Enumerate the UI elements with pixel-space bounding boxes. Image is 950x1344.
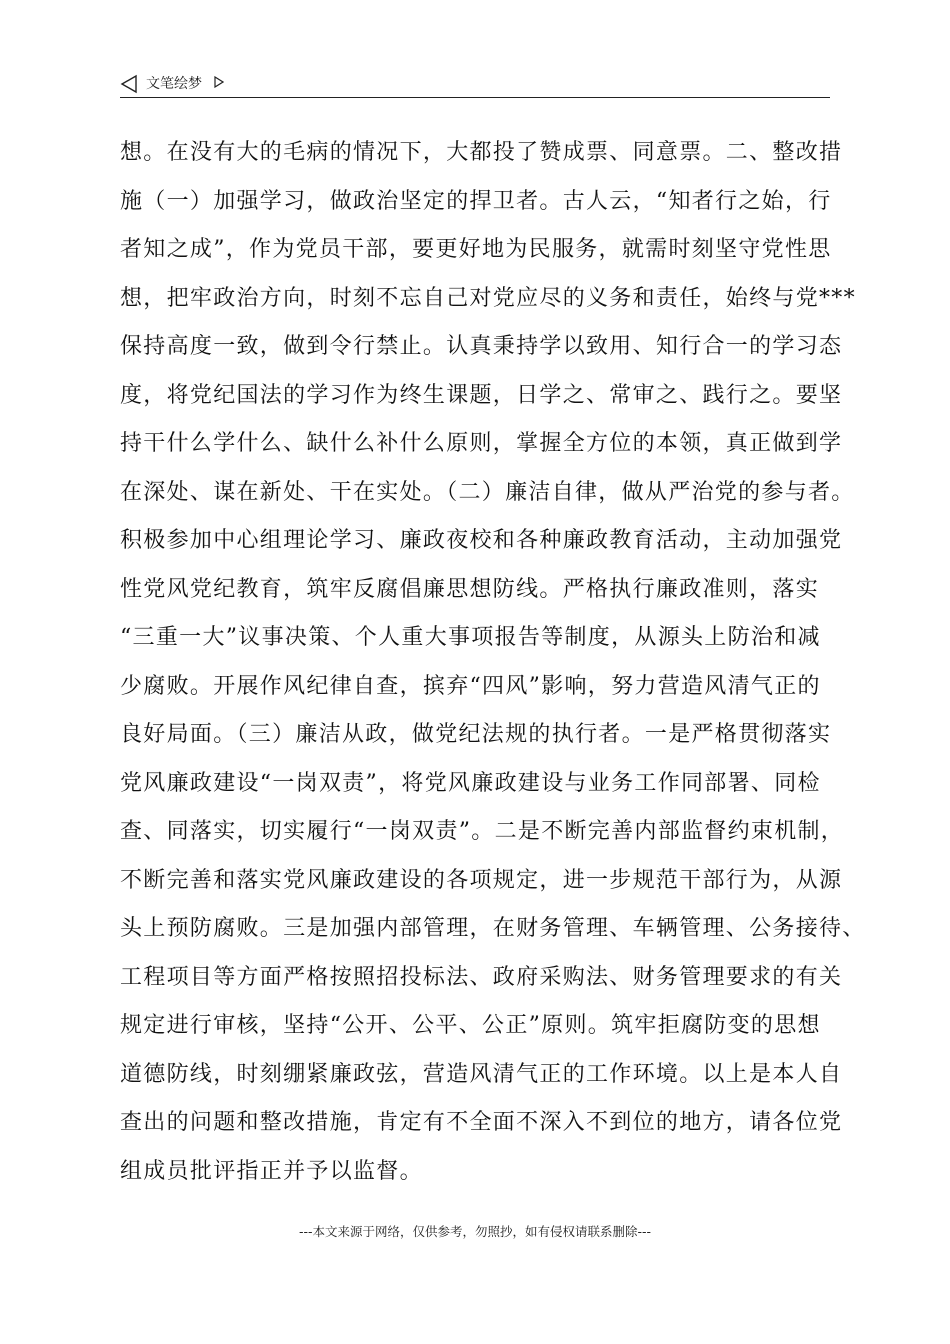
- text-line: 保持高度一致，做到令行禁止。认真秉持学以致用、知行合一的学习态: [120, 334, 843, 359]
- text-line: 想。在没有大的毛病的情况下，大都投了赞成票、同意票。二、整改措: [120, 140, 843, 165]
- text-line: 施（一）加强学习，做政治坚定的捍卫者。古人云，“知者行之始，行: [120, 188, 832, 214]
- text-line: 想，把牢政治方向，时刻不忘自己对党应尽的义务和责任，始终与党***: [120, 285, 856, 311]
- text-line: 组成员批评指正并予以监督。: [120, 1158, 423, 1184]
- text-line: 党风廉政建设“一岗双责”，将党风廉政建设与业务工作同部署、同检: [120, 770, 821, 796]
- triangle-right-outline-icon: [214, 76, 224, 88]
- text-line: 工程项目等方面严格按照招投标法、政府采购法、财务管理要求的有关: [120, 964, 843, 990]
- text-line: 不断完善和落实党风廉政建设的各项规定，进一步规范干部行为，从源: [120, 867, 843, 893]
- text-line: 头上预防腐败。三是加强内部管理，在财务管理、车辆管理、公务接待、: [120, 916, 866, 941]
- text-line: 在深处、谋在新处、干在实处。（二）廉洁自律，做从严治党的参与者。: [120, 479, 855, 505]
- text-line: 良好局面。（三）廉洁从政，做党纪法规的执行者。一是严格贯彻落实: [120, 722, 832, 747]
- text-line: 积极参加中心组理论学习、廉政夜校和各种廉政教育活动，主动加强党: [120, 528, 843, 553]
- text-line: 性党风党纪教育，筑牢反腐倡廉思想防线。严格执行廉政准则，落实: [120, 576, 820, 602]
- text-line: 查出的问题和整改措施，肯定有不全面不深入不到位的地方，请各位党: [120, 1110, 843, 1135]
- header-divider: [120, 97, 830, 98]
- text-line: 查、同落实，切实履行“一岗双责”。二是不断完善内部监督约束机制，: [120, 819, 845, 844]
- header-title: 文笔绘梦: [146, 76, 202, 92]
- text-line: 规定进行审核，坚持“公开、公平、公正”原则。筑牢拒腐防变的思想: [120, 1013, 821, 1038]
- document-body: [120, 129, 866, 1196]
- text-line: 道德防线，时刻绷紧廉政弦，营造风清气正的工作环境。以上是本人自: [120, 1061, 843, 1087]
- text-line: 持干什么学什么、缺什么补什么原则，掌握全方位的本领，真正做到学: [120, 431, 843, 456]
- footer-disclaimer: ---本文来源于网络，仅供参考，勿照抄，如有侵权请联系删除---: [298, 1224, 652, 1239]
- text-line: 度，将党纪国法的学习作为终生课题，日学之、常审之、践行之。要坚: [120, 382, 843, 408]
- triangle-left-outline-icon: [120, 74, 138, 94]
- text-line: 者知之成”，作为党员干部，要更好地为民服务，就需时刻坚守党性思: [120, 237, 832, 262]
- page-header: [120, 70, 830, 98]
- text-line: 少腐败。开展作风纪律自查，摈弃“四风”影响，努力营造风清气正的: [120, 673, 821, 699]
- text-line: “三重一大”议事决策、个人重大事项报告等制度，从源头上防治和减: [120, 625, 821, 650]
